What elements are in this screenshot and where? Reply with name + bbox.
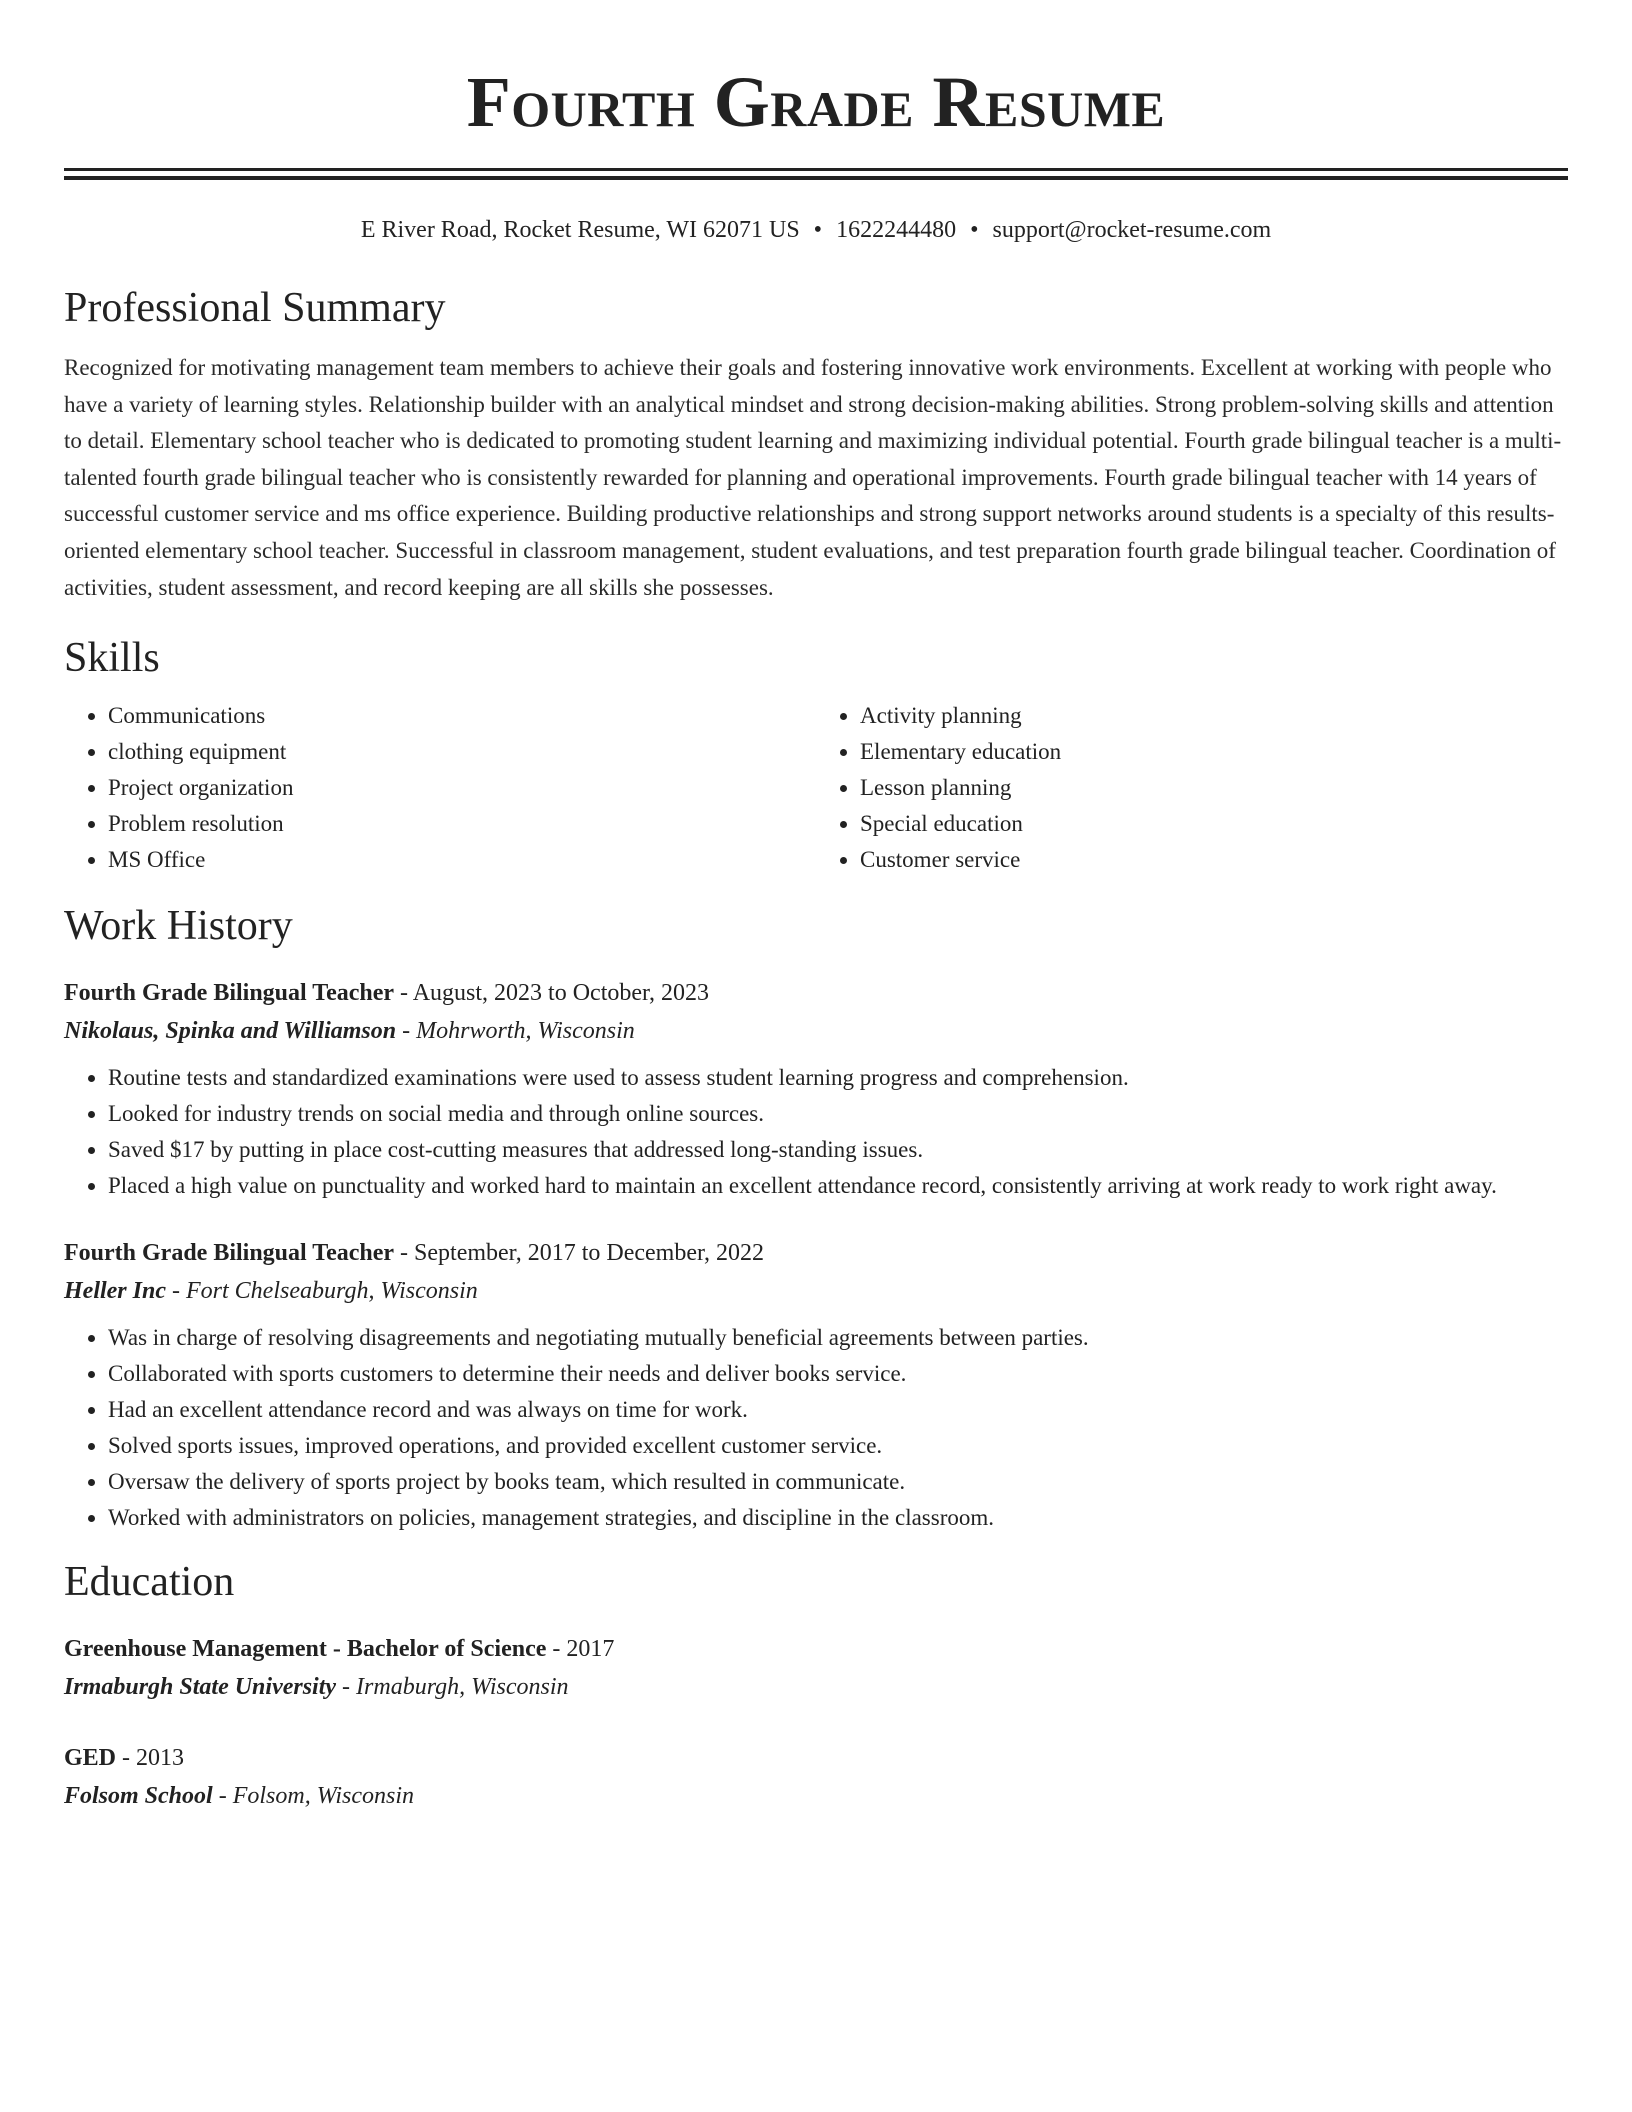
education-header: GED - 2013 [64,1745,185,1772]
job-bullet: • Was in charge of resolving disagreements and negotiating mutually beneficial agreements between parties. [108,1320,1568,1356]
skill-item: • MS Office [108,842,816,878]
skill-item: • Elementary education [860,734,1568,770]
section-title-work-history: Work History [64,903,293,950]
contact-line [64,214,1568,246]
job-bullet: • Saved $17 by putting in place cost-cutting measures that addressed long-standing issues. [108,1132,1568,1168]
job-bullet: • Routine tests and standardized examinations were used to assess student learning progress and comprehension. [108,1060,1568,1096]
skills-column-right [816,698,1568,878]
education-institution: Folsom School - Folsom, Wisconsin [64,1783,415,1810]
skill-item: • Special education [860,806,1568,842]
job-bullet: • Collaborated with sports customers to determine their needs and deliver books service. [108,1356,1568,1392]
job-company: Heller Inc [64,1278,166,1305]
section-title-skills: Skills [64,635,160,682]
contact-separator: • [813,217,823,243]
education-degree: Greenhouse Management - Bachelor of Science [64,1636,547,1663]
education-year: 2013 [136,1745,185,1772]
job-company: Nikolaus, Spinka and Williamson [64,1018,397,1045]
job-dates: August, 2023 to October, 2023 [412,980,710,1007]
job-bullets [64,1060,1568,1204]
education-entry [64,1739,1568,1815]
skill-item: • Communications [108,698,816,734]
skill-item: • Project organization [108,770,816,806]
education-location: Folsom, Wisconsin [232,1783,415,1810]
contact-phone: 1622244480 [836,217,957,243]
education-school: Folsom School [64,1783,213,1810]
contact-email: support@rocket-resume.com [992,217,1272,243]
job-title: Fourth Grade Bilingual Teacher [64,980,395,1007]
skill-item: • Problem resolution [108,806,816,842]
skill-item: • Customer service [860,842,1568,878]
education-header: Greenhouse Management - Bachelor of Science - 2017 [64,1636,615,1663]
job-bullet: • Placed a high value on punctuality and worked hard to maintain an excellent attendance record, consistently arriving at work ready to work right away. [108,1168,1568,1204]
job-bullet: • Oversaw the delivery of sports project by books team, which resulted in communicate. [108,1464,1568,1500]
contact-address: E River Road, Rocket Resume, WI 62071 US [360,217,800,243]
contact-separator: • [970,217,979,243]
skill-item: • Activity planning [860,698,1568,734]
job-bullet: • Solved sports issues, improved operations, and provided excellent customer service. [108,1428,1568,1464]
education-school: Irmaburgh State University [64,1674,337,1701]
job-header: Fourth Grade Bilingual Teacher - August, 2023 to October, 2023 [64,980,710,1007]
skill-item: • clothing equipment [108,734,816,770]
resume-name: Fourth Grade Resume [466,62,1166,142]
job-title: Fourth Grade Bilingual Teacher [64,1240,395,1267]
header-divider-thick [64,168,1568,171]
job-header: Fourth Grade Bilingual Teacher - September, 2017 to December, 2022 [64,1240,765,1267]
education-degree: GED [64,1745,117,1772]
skills-list [64,698,1568,878]
job-bullets [64,1320,1568,1536]
education-year: 2017 [566,1636,615,1663]
job-location: Mohrworth, Wisconsin [416,1018,635,1045]
job-dates: September, 2017 to December, 2022 [414,1240,765,1267]
job-employer: Nikolaus, Spinka and Williamson - Mohrworth, Wisconsin [64,1018,635,1045]
skill-item: • Lesson planning [860,770,1568,806]
job-employer: Heller Inc - Fort Chelseaburgh, Wisconsin [64,1278,478,1305]
summary-text: Recognized for motivating management team members to achieve their goals and fostering innovative work environments. Excellent at working with people who have a variety of learning styles. Relationship builder with an analytical mindset and strong decision-making abilities. Strong problem-solving skills and attention to detail. Elementary school teacher who is dedicated to promoting student learning and maximizing individual potential. Fourth grade bilingual teacher is a multi-talented fourth grade bilingual teacher who is consistently rewarded for planning and operational improvements. Fourth grade bilingual teacher with 14 years of successful customer service and ms office experience. Building productive relationships and strong support networks around students is a specialty of this results-oriented elementary school teacher. Successful in classroom management, student evaluations, and test preparation fourth grade bilingual teacher. Coordination of activities, student assessment, and record keeping are all skills she possesses. [64,355,1562,600]
job-entry [64,974,1568,1204]
header-divider-thin [64,176,1568,180]
job-location: Fort Chelseaburgh, Wisconsin [186,1278,478,1305]
job-entry [64,1234,1568,1536]
job-bullet: • Looked for industry trends on social media and through online sources. [108,1096,1568,1132]
section-title-education: Education [64,1559,235,1606]
job-bullet: • Worked with administrators on policies, management strategies, and discipline in the classroom. [108,1500,1568,1536]
education-location: Irmaburgh, Wisconsin [356,1674,569,1701]
education-institution: Irmaburgh State University - Irmaburgh, Wisconsin [64,1674,569,1701]
education-entry [64,1630,1568,1706]
skills-column-left [64,698,816,878]
job-bullet: • Had an excellent attendance record and was always on time for work. [108,1392,1568,1428]
section-title-summary: Professional Summary [64,285,446,331]
